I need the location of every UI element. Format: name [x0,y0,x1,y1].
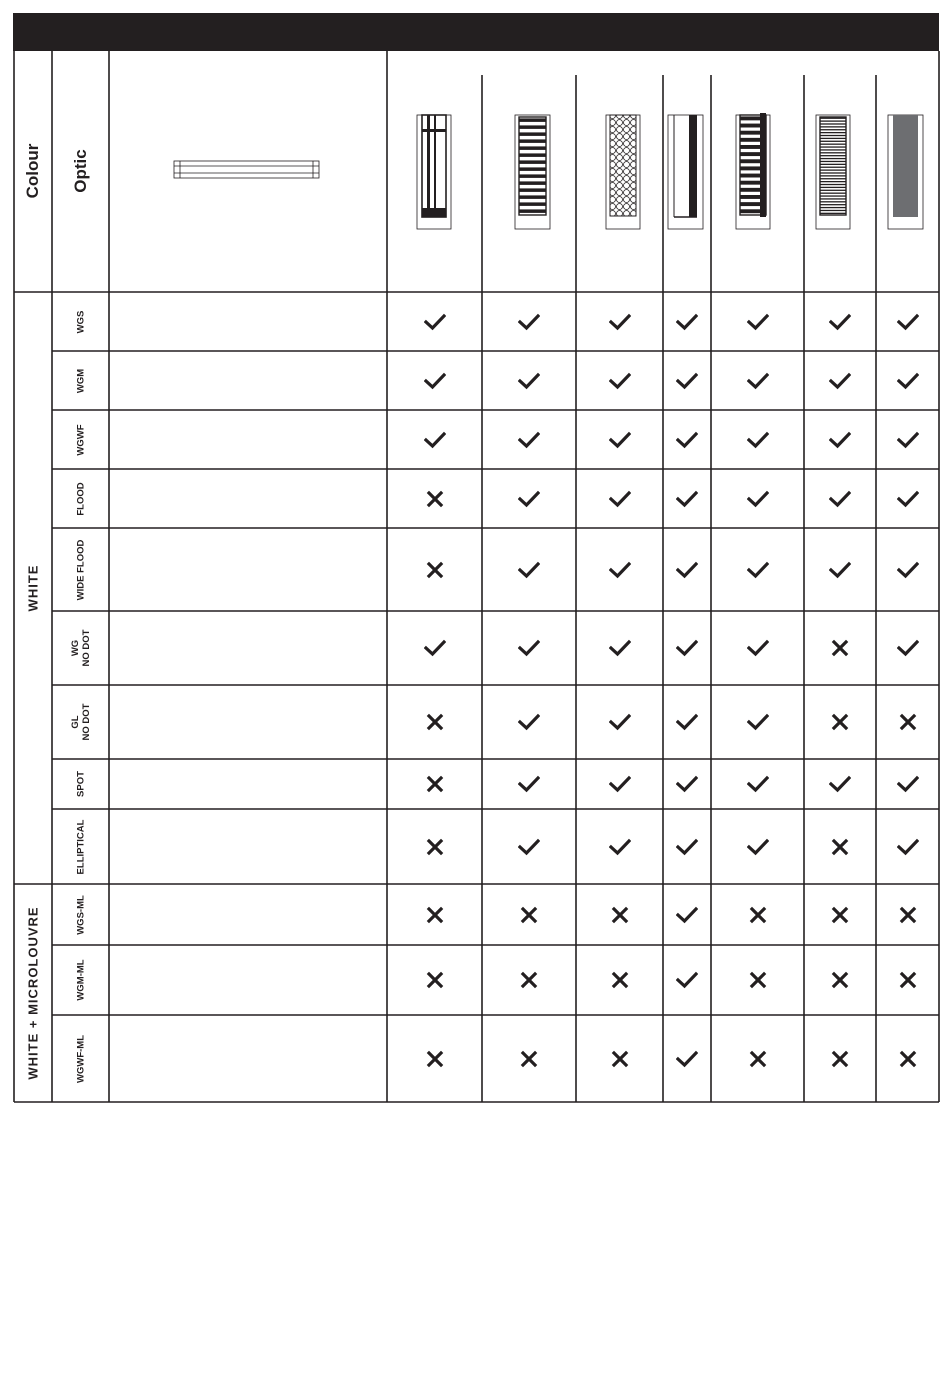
cross-icon [897,969,919,991]
cross-icon [897,1048,919,1070]
check-icon [829,311,851,333]
check-icon [518,559,540,581]
check-icon [676,429,698,451]
cross-icon [829,1048,851,1070]
cross-icon [518,904,540,926]
check-icon [897,311,919,333]
cross-icon [424,488,446,510]
check-icon [676,711,698,733]
check-icon [609,429,631,451]
colour-header: Colour [23,143,42,199]
optic-label: WGWF-ML [75,1034,86,1083]
check-icon [829,370,851,392]
check-icon [829,429,851,451]
optic-label: WIDE FLOOD [75,539,86,600]
check-icon [897,429,919,451]
fixture-illustration [174,161,319,178]
cross-icon [829,711,851,733]
group-label-white-microlouvre: WHITE + MICROLOUVRE [25,906,41,1080]
check-icon [609,311,631,333]
cross-icon [609,969,631,991]
check-icon [747,429,769,451]
check-icon [676,637,698,659]
check-icon [609,711,631,733]
check-icon [747,370,769,392]
fine-blade-icon [816,115,850,229]
check-icon [676,488,698,510]
cross-icon [829,969,851,991]
optic-label: GL NO DOT [69,703,92,741]
cross-icon [747,1048,769,1070]
check-icon [829,488,851,510]
check-icon [609,488,631,510]
group-label-white: WHITE [25,564,41,612]
check-icon [609,559,631,581]
optic-label: SPOT [75,771,86,797]
check-icon [518,836,540,858]
cross-icon [424,773,446,795]
check-icon [518,711,540,733]
check-icon [747,773,769,795]
check-icon [518,637,540,659]
cross-icon [424,836,446,858]
optic-header: Optic [71,149,90,193]
cross-icon [829,904,851,926]
black-channel-icon [668,115,703,229]
optic-label: WGM [75,368,86,393]
check-icon [747,559,769,581]
check-icon [897,370,919,392]
check-icon [518,429,540,451]
check-icon [747,488,769,510]
check-icon [609,370,631,392]
check-icon [747,711,769,733]
cross-icon [424,904,446,926]
check-icon [609,773,631,795]
check-icon [747,836,769,858]
comb-blade-icon [736,113,770,229]
cross-icon [424,559,446,581]
cross-icon [829,836,851,858]
check-icon [609,836,631,858]
check-icon [424,311,446,333]
check-icon [897,836,919,858]
check-icon [518,370,540,392]
cross-icon [518,969,540,991]
cross-icon [747,904,769,926]
check-icon [676,969,698,991]
check-icon [747,637,769,659]
optic-label: WGS [75,310,86,333]
check-icon [829,773,851,795]
check-icon [518,773,540,795]
optic-label: FLOOD [75,481,86,516]
optic-label: WGWF [75,423,86,456]
check-icon [676,1048,698,1070]
cross-icon [424,969,446,991]
cross-icon [609,1048,631,1070]
cross-icon [829,637,851,659]
check-icon [676,904,698,926]
check-icon [676,559,698,581]
check-icon [676,311,698,333]
check-icon [829,559,851,581]
check-icon [676,370,698,392]
optic-label: WGS-ML [75,894,86,935]
check-icon [897,559,919,581]
honeycomb-icon [606,115,640,229]
grid-louvre-icon [417,115,451,229]
check-icon [518,488,540,510]
check-icon [424,429,446,451]
optic-label: WG NO DOT [69,629,92,667]
check-icon [897,637,919,659]
opal-diffuser-icon [888,115,923,229]
check-icon [897,488,919,510]
cross-icon [897,711,919,733]
check-icon [424,370,446,392]
optic-label: ELLIPTICAL [75,819,86,874]
check-icon [897,773,919,795]
cross-icon [747,969,769,991]
check-icon [676,773,698,795]
cross-icon [424,711,446,733]
cross-icon [609,904,631,926]
horizontal-blade-icon [515,115,550,229]
check-icon [747,311,769,333]
optic-label: WGM-ML [75,959,86,1001]
cross-icon [518,1048,540,1070]
check-icon [518,311,540,333]
check-icon [424,637,446,659]
check-icon [609,637,631,659]
cross-icon [897,904,919,926]
cross-icon [424,1048,446,1070]
check-icon [676,836,698,858]
